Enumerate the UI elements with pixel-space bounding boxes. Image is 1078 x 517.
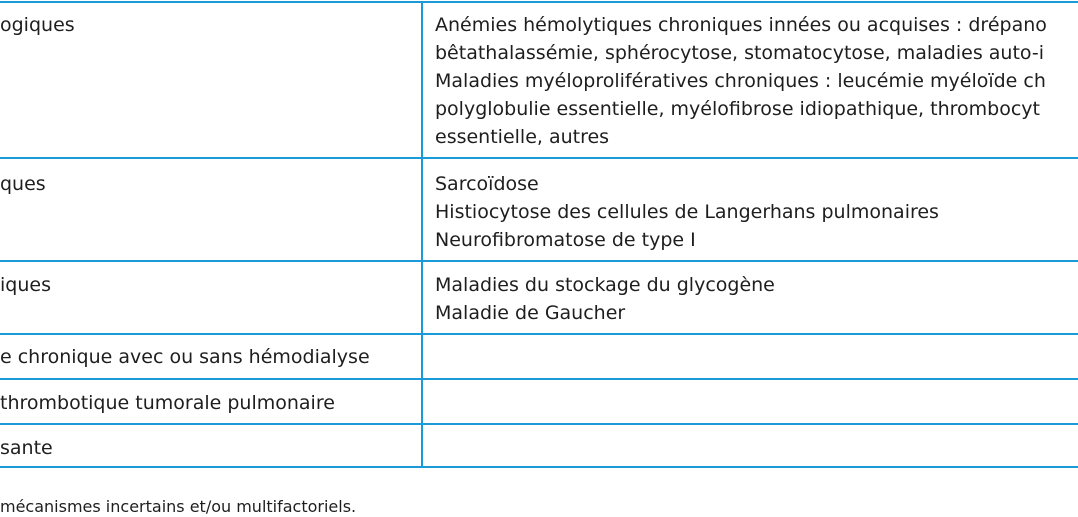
item-line: Maladies myéloprolifératives chroniques : leucémie myéloïde ch: [435, 70, 1046, 92]
item-line: bêtathalassémie, sphérocytose, stomatocytose, maladies auto-i: [435, 42, 1045, 64]
category-cell: iques: [0, 274, 51, 296]
items-cell: [435, 170, 939, 254]
row-divider: [0, 157, 1078, 159]
item-line: Maladie de Gaucher: [435, 302, 626, 324]
item-line: essentielle, autres: [435, 126, 610, 148]
category-cell: e chronique avec ou sans hémodialyse: [0, 346, 370, 368]
category-cell: thrombotique tumorale pulmonaire: [0, 392, 335, 414]
items-cell: [435, 11, 1047, 151]
category-cell: sante: [0, 437, 53, 459]
column-divider: [421, 1, 423, 468]
item-line: Maladies du stockage du glycogène: [435, 274, 775, 296]
row-divider: [0, 378, 1078, 380]
item-line: Sarcoïdose: [435, 173, 539, 195]
footnote: mécanismes incertains et/ou multifactoriels.: [0, 497, 357, 516]
item-line: Neurofibromatose de type I: [435, 229, 696, 251]
row-divider: [0, 333, 1078, 335]
items-cell: [435, 271, 775, 327]
item-line: polyglobulie essentielle, myélofibrose idiopathique, thrombocyt: [435, 98, 1040, 120]
table-border-top: [0, 1, 1078, 3]
table-border-bottom: [0, 466, 1078, 468]
item-line: Anémies hémolytiques chroniques innées ou acquises : drépano: [435, 14, 1047, 36]
category-cell: ques: [0, 173, 46, 195]
row-divider: [0, 260, 1078, 262]
row-divider: [0, 423, 1078, 425]
category-cell: ogiques: [0, 14, 75, 36]
item-line: Histiocytose des cellules de Langerhans pulmonaires: [435, 201, 939, 223]
